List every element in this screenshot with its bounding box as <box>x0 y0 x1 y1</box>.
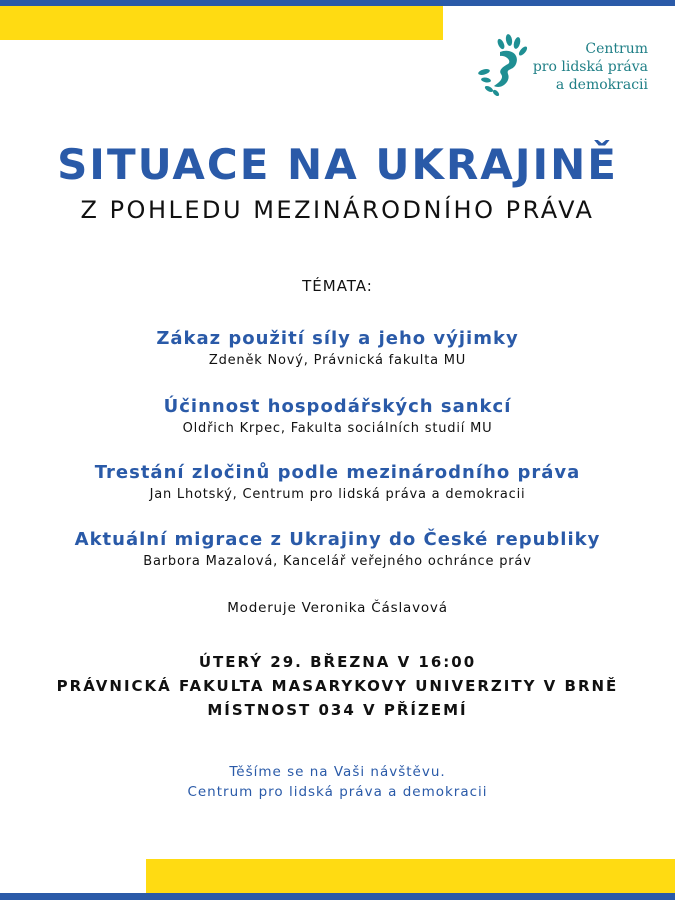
organization-logo <box>476 34 651 98</box>
topic-item <box>0 461 675 505</box>
topic-item <box>0 327 675 371</box>
page-subtitle: Z POHLEDU MEZINÁRODNÍHO PRÁVA <box>80 196 595 224</box>
hand-print-icon <box>476 34 528 96</box>
topic-speaker: Oldřich Krpec, Fakulta sociálních studií MU <box>182 421 493 436</box>
topic-title: Trestání zločinů podle mezinárodního práva <box>94 462 581 483</box>
bottom-blue-stripe <box>0 893 675 900</box>
bottom-yellow-stripe <box>146 859 675 893</box>
topic-speaker: Jan Lhotský, Centrum pro lidská práva a demokracii <box>149 487 526 502</box>
topic-item <box>0 528 675 572</box>
topic-title: Účinnost hospodářských sankcí <box>163 396 512 417</box>
logo-line: pro lidská práva <box>532 59 648 75</box>
top-yellow-stripe <box>0 6 443 40</box>
logo-line: Centrum <box>585 41 648 57</box>
topics-heading: TÉMATA: <box>302 277 373 295</box>
logo-wordmark <box>528 40 648 94</box>
topic-speaker: Barbora Mazalová, Kancelář veřejného ochránce práv <box>143 554 532 569</box>
closing-greeting: Těšíme se na Vaši návštěvu. <box>229 764 446 780</box>
event-venue: PRÁVNICKÁ FAKULTA MASARYKOVY UNIVERZITY V BRNĚ <box>56 677 619 695</box>
topic-title: Aktuální migrace z Ukrajiny do České republiky <box>74 529 601 550</box>
event-room: MÍSTNOST 034 V PŘÍZEMÍ <box>207 701 468 719</box>
event-details <box>0 650 675 722</box>
topic-item <box>0 395 675 439</box>
moderator-line: Moderuje Veronika Čáslavová <box>227 600 448 616</box>
logo-line: a demokracii <box>555 77 648 93</box>
closing-note <box>0 762 675 802</box>
topic-speaker: Zdeněk Nový, Právnická fakulta MU <box>208 353 467 368</box>
topic-title: Zákaz použití síly a jeho výjimky <box>156 328 519 349</box>
closing-organizer: Centrum pro lidská práva a demokracii <box>187 784 488 800</box>
page-title: SITUACE NA UKRAJINĚ <box>57 140 618 189</box>
event-date: ÚTERÝ 29. BŘEZNA V 16:00 <box>198 653 477 671</box>
